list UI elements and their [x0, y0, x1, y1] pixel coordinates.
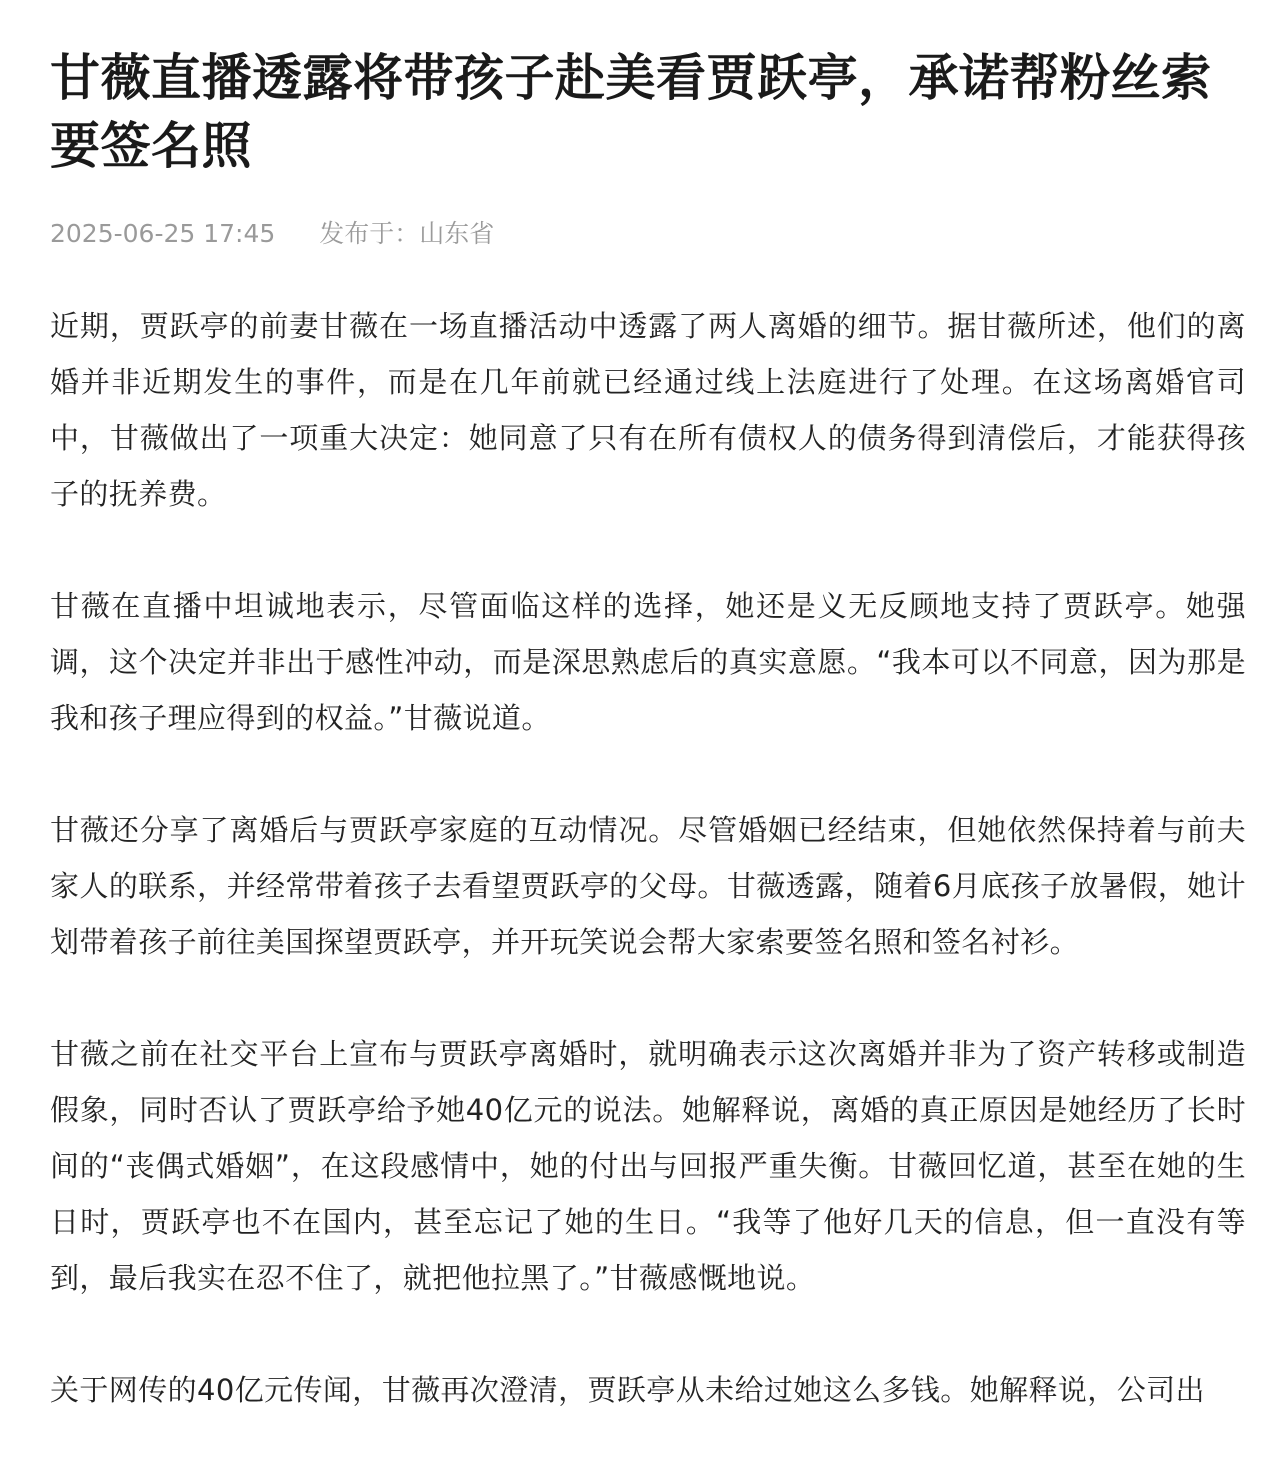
publish-location: 发布于：山东省 [319, 219, 495, 248]
paragraph: 近期，贾跃亭的前妻甘薇在一场直播活动中透露了两人离婚的细节。据甘薇所述，他们的离婚并非近期发生的事件，而是在几年前就已经通过线上法庭进行了处理。在这场离婚官司中，甘薇做出了一项重大决定：她同意了只有在所有债权人的债务得到清偿后，才能获得孩子的抚养费。 [50, 309, 1246, 511]
article-body [50, 298, 1250, 1418]
article [50, 0, 1250, 1474]
article-title: 甘薇直播透露将带孩子赴美看贾跃亭，承诺帮粉丝索要签名照 [50, 49, 1212, 175]
paragraph: 甘薇之前在社交平台上宣布与贾跃亭离婚时，就明确表示这次离婚并非为了资产转移或制造假象，同时否认了贾跃亭给予她40亿元的说法。她解释说，离婚的真正原因是她经历了长时间的“丧偶式婚姻”，在这段感情中，她的付出与回报严重失衡。甘薇回忆道，甚至在她的生日时，贾跃亭也不在国内，甚至忘记了她的生日。“我等了他好几天的信息，但一直没有等到，最后我实在忍不住了，就把他拉黑了。”甘薇感慨地说。 [50, 1037, 1246, 1295]
paragraph: 甘薇在直播中坦诚地表示，尽管面临这样的选择，她还是义无反顾地支持了贾跃亭。她强调，这个决定并非出于感性冲动，而是深思熟虑后的真实意愿。“我本可以不同意，因为那是我和孩子理应得到的权益。”甘薇说道。 [50, 589, 1246, 735]
paragraph: 关于网传的40亿元传闻，甘薇再次澄清，贾跃亭从未给过她这么多钱。她解释说，公司出 [50, 1373, 1205, 1407]
publish-datetime: 2025-06-25 17:45 [50, 219, 276, 248]
paragraph: 甘薇还分享了离婚后与贾跃亭家庭的互动情况。尽管婚姻已经结束，但她依然保持着与前夫家人的联系，并经常带着孩子去看望贾跃亭的父母。甘薇透露，随着6月底孩子放暑假，她计划带着孩子前往美国探望贾跃亭，并开玩笑说会帮大家索要签名照和签名衬衫。 [50, 813, 1246, 959]
article-meta [50, 214, 1250, 254]
